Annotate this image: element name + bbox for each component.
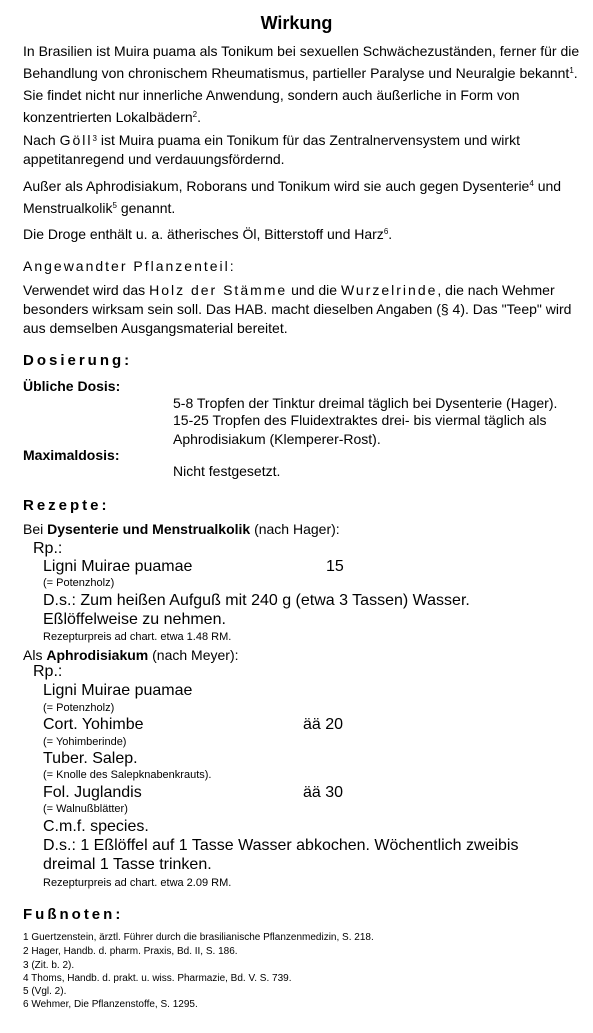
- maximaldosis-label: Maximaldosis:: [23, 447, 120, 463]
- rezept-1-rp: Rp.:: [33, 540, 63, 557]
- footnote-ref: 5: [112, 201, 117, 210]
- text: Verwendet wird das: [23, 282, 150, 298]
- rezept-2-note-3: (= Knolle des Salepknabenkrauts).: [43, 769, 212, 781]
- wirkung-paragraph-3: [23, 175, 583, 219]
- text: (nach Meyer):: [148, 647, 239, 663]
- wirkung-paragraph-1: [23, 40, 583, 128]
- ubliche-dosis-line-1: 5-8 Tropfen der Tinktur dreimal täglich bei Dysenterie (Hager).: [173, 395, 558, 411]
- footnote-4: 4 Thoms, Handb. d. prakt. u. wiss. Pharmazie, Bd. V. S. 739.: [23, 973, 292, 984]
- text: Nach: [23, 132, 60, 148]
- text: Bei: [23, 521, 48, 537]
- rezept-1-price: Rezepturpreis ad chart. etwa 1.48 RM.: [43, 631, 232, 643]
- maximaldosis-value: Nicht festgesetzt.: [173, 463, 281, 479]
- text: , die nach Wehmer besonders wirksam sein soll. Das HAB. macht dieselben Angaben (§ 4). Das "Teep" wird aus demselben Ausgangsmaterial bereitet.: [23, 282, 572, 336]
- text: genannt.: [116, 200, 176, 216]
- rezept-2-ds-line-1: D.s.: 1 Eßlöffel auf 1 Tasse Wasser abkochen. Wöchentlich zweibis: [43, 837, 519, 854]
- text: Als: [23, 647, 47, 663]
- footnote-1: 1 Guertzenstein, ärztl. Führer durch die brasilianische Pflanzenmedizin, S. 218.: [23, 932, 374, 943]
- rezept-1-intro: [23, 521, 340, 537]
- text: . Sie findet nicht nur innerliche Anwendung, sondern auch äußerliche in Form von konzentrierten Lokalbädern: [23, 65, 578, 125]
- rezept-2-rp: Rp.:: [33, 663, 63, 680]
- footnote-5: 5 (Vgl. 2).: [23, 986, 67, 997]
- footnote-ref: 3: [92, 134, 97, 143]
- fussnoten-heading: Fußnoten:: [23, 906, 124, 923]
- text: ist Muira puama ein Tonikum für das Zentralnervensystem und wirkt appetitanregend und verdauungsfördernd.: [23, 132, 520, 167]
- rezept-1-item-note: (= Potenzholz): [43, 577, 115, 589]
- footnote-ref: 2: [192, 110, 198, 119]
- author-name: Göll: [59, 132, 93, 148]
- pflanzenteil-paragraph: [23, 281, 583, 338]
- indication: Aphrodisiakum: [46, 647, 149, 663]
- footnote-6: 6 Wehmer, Die Pflanzenstoffe, S. 1295.: [23, 999, 198, 1010]
- rezept-2-item-2: Cort. Yohimbe: [43, 716, 144, 733]
- text: und Menstrualkolik: [23, 178, 562, 216]
- rezept-2-note-4: (= Walnußblätter): [43, 803, 128, 815]
- text: .: [197, 109, 202, 125]
- rezept-2-ds-line-2: dreimal 1 Tasse trinken.: [43, 856, 212, 873]
- text: .: [388, 226, 393, 242]
- rezept-2-item-4: Fol. Juglandis: [43, 784, 142, 801]
- ubliche-dosis-line-2: 15-25 Tropfen des Fluidextraktes drei- bis viermal täglich als Aphrodisiakum (Klemperer-Rost).: [173, 412, 547, 447]
- rezept-1-ds-line-2: Eßlöffelweise zu nehmen.: [43, 611, 226, 628]
- rezept-1-ds-line-1: D.s.: Zum heißen Aufguß mit 240 g (etwa 3 Tassen) Wasser.: [43, 592, 470, 609]
- rezept-2-amount-2: ää 20: [303, 716, 344, 733]
- plant-part: Wurzelrinde: [340, 282, 438, 298]
- dosierung-heading: Dosierung:: [23, 352, 133, 369]
- plant-part: Holz der Stämme: [149, 282, 288, 298]
- rezept-1-item: Ligni Muirae puamae: [43, 558, 193, 575]
- wirkung-paragraph-2: [23, 131, 583, 169]
- text: (nach Hager):: [250, 521, 340, 537]
- indication: Dysenterie und Menstrualkolik: [47, 521, 251, 537]
- rezept-2-cmf: C.m.f. species.: [43, 818, 149, 835]
- footnote-ref: 1: [569, 66, 574, 75]
- rezept-2-item-3: Tuber. Salep.: [43, 750, 138, 767]
- footnote-2: 2 Hager, Handb. d. pharm. Praxis, Bd. II, S. 186.: [23, 946, 238, 957]
- rezept-2-item-1: Ligni Muirae puamae: [43, 682, 193, 699]
- footnote-ref: 6: [383, 227, 389, 236]
- rezept-2-note-1: (= Potenzholz): [43, 702, 115, 714]
- footnote-3: 3 (Zit. b. 2).: [23, 960, 75, 971]
- rezept-2-intro: [23, 647, 239, 663]
- pflanzenteil-heading: Angewandter Pflanzenteil:: [23, 258, 236, 274]
- rezept-2-note-2: (= Yohimberinde): [43, 736, 127, 748]
- wirkung-paragraph-4: [23, 223, 583, 245]
- text: In Brasilien ist Muira puama als Tonikum bei sexuellen Schwächezuständen, ferner für die Behandlung von chronischem Rheumatismus, partieller Paralyse und Neuralgie bekannt: [23, 43, 580, 81]
- footnote-ref: 4: [529, 179, 534, 188]
- text: Die Droge enthält u. a. ätherisches Öl, Bitterstoff und Harz: [23, 226, 384, 242]
- rezept-2-price: Rezepturpreis ad chart. etwa 2.09 RM.: [43, 877, 232, 889]
- text: und die: [287, 282, 341, 298]
- text: Außer als Aphrodisiakum, Roborans und Tonikum wird sie auch gegen Dysenterie: [23, 178, 530, 194]
- rezept-2-amount-4: ää 30: [303, 784, 344, 801]
- rezept-1-amount: 15: [326, 558, 344, 575]
- rezepte-heading: Rezepte:: [23, 497, 110, 514]
- ubliche-dosis-label: Übliche Dosis:: [23, 378, 121, 394]
- page-title: Wirkung: [260, 13, 333, 33]
